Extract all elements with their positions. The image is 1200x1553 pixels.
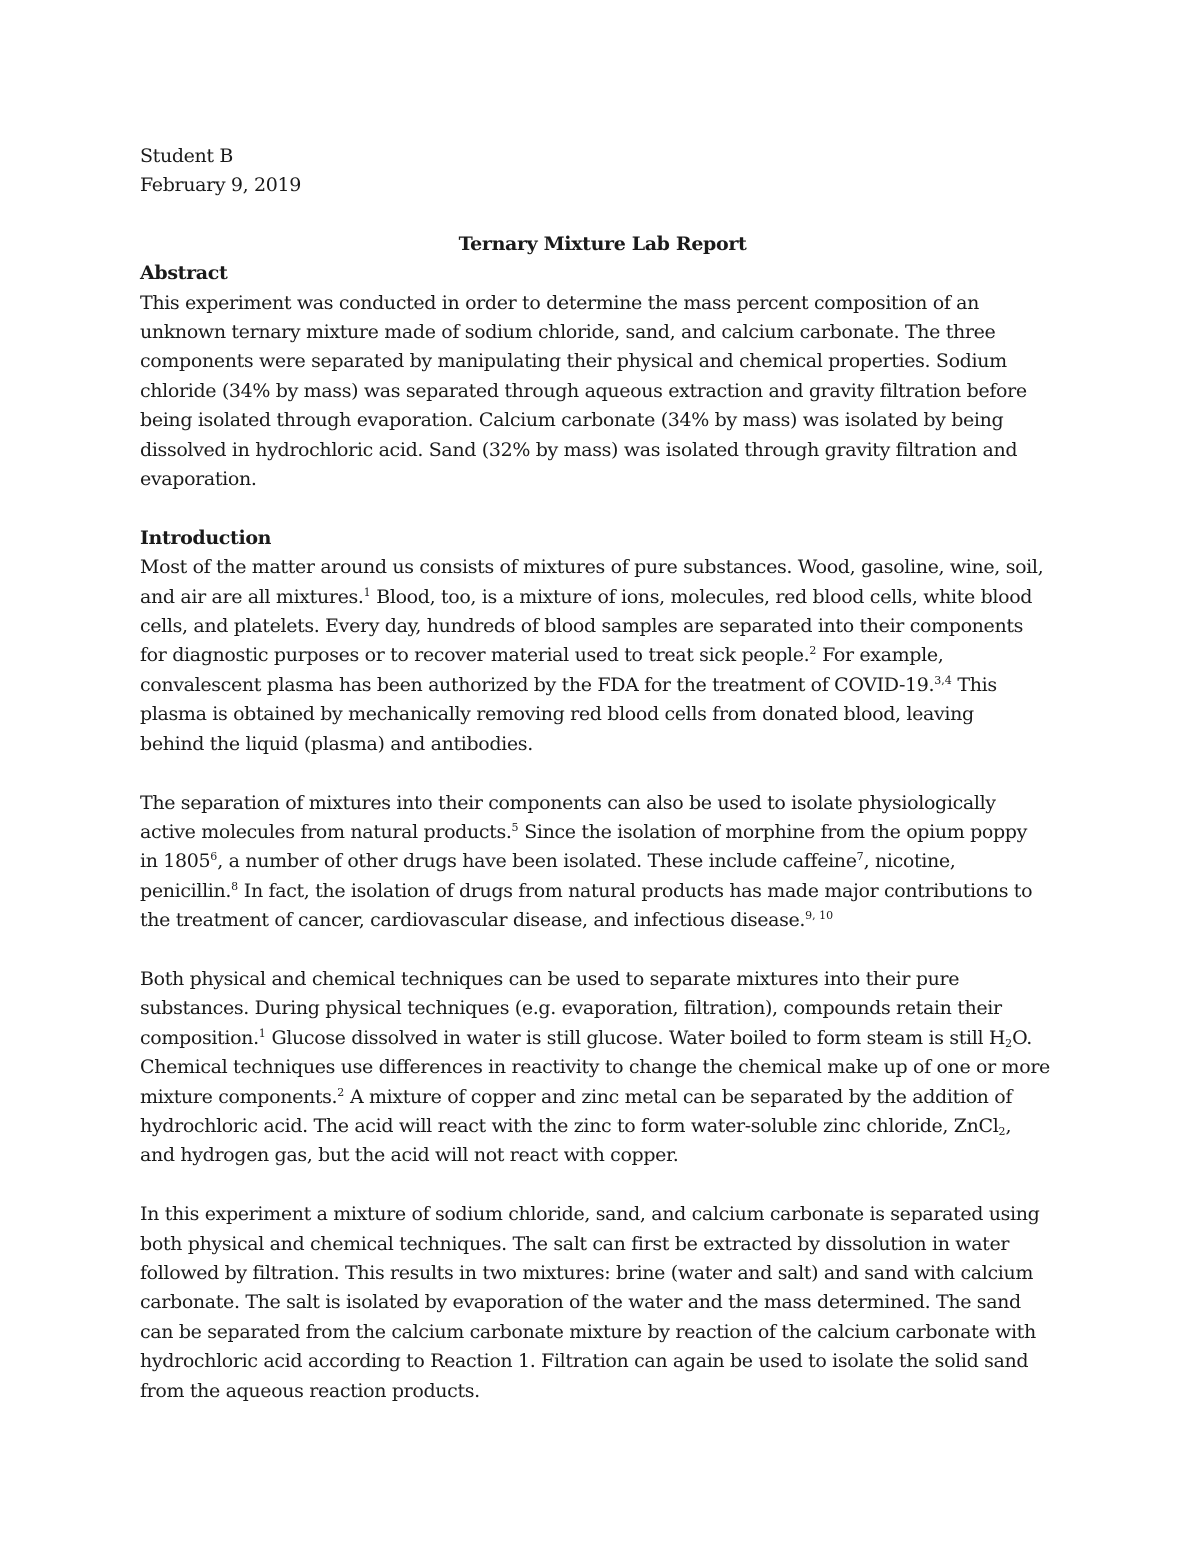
citation: 6 xyxy=(210,850,218,864)
text-line: The separation of mixtures into their components can also be used to isolate physiologically xyxy=(140,791,996,814)
abstract-heading: Abstract xyxy=(140,262,228,285)
text-line: cells, and platelets. Every day, hundreds of blood samples are separated into their components xyxy=(140,615,1024,638)
document-page xyxy=(140,142,1065,1406)
text-line: hydrochloric acid. The acid will react with the zinc to form water-soluble zinc chloride, ZnCl$_2$, xyxy=(140,1114,1012,1138)
citation: 2 xyxy=(809,644,817,658)
text-line: being isolated through evaporation. Calcium carbonate (34% by mass) was isolated by being xyxy=(140,409,1004,432)
text-line: evaporation. xyxy=(140,468,257,491)
citation: 2 xyxy=(337,1085,345,1099)
text-line: behind the liquid (plasma) and antibodies. xyxy=(140,732,533,755)
introduction-heading: Introduction xyxy=(140,526,272,549)
subscript: 2 xyxy=(998,1124,1006,1138)
text-line: for diagnostic purposes or to recover material used to treat sick people.$^2$ For example, xyxy=(140,644,944,667)
text-line: mixture components.$^2$ A mixture of copper and zinc metal can be separated by the addition of xyxy=(140,1085,1013,1108)
introduction-paragraph-2 xyxy=(140,789,1065,936)
report-title: Ternary Mixture Lab Report xyxy=(458,232,747,255)
text-line: This experiment was conducted in order to determine the mass percent composition of an xyxy=(140,291,980,314)
text-line: both physical and chemical techniques. The salt can first be extracted by dissolution in water xyxy=(140,1232,1010,1255)
text-line: Chemical techniques use differences in reactivity to change the chemical make up of one or more xyxy=(140,1056,1050,1079)
text-line: carbonate. The salt is isolated by evaporation of the water and the mass determined. The sand xyxy=(140,1291,1021,1314)
text-line: the treatment of cancer, cardiovascular disease, and infectious disease.$^{9, 10}$ xyxy=(140,909,834,932)
text-line: can be separated from the calcium carbonate mixture by reaction of the calcium carbonate with xyxy=(140,1320,1036,1343)
text-line: composition.$^1$ Glucose dissolved in water is still glucose. Water boiled to form steam is still $H_2O$. xyxy=(140,1026,1032,1050)
abstract-paragraph xyxy=(140,289,1065,495)
citation: 1 xyxy=(363,585,371,599)
citation: 1 xyxy=(258,1026,266,1040)
text-line: chloride (34% by mass) was separated through aqueous extraction and gravity filtration before xyxy=(140,379,1027,402)
text-line: dissolved in hydrochloric acid. Sand (32% by mass) was isolated through gravity filtration and xyxy=(140,438,1018,461)
text-line: in 1805$^6$, a number of other drugs have been isolated. These include caffeine$^7$, nicotine, xyxy=(140,850,956,873)
text-line: In this experiment a mixture of sodium chloride, sand, and calcium carbonate is separated using xyxy=(140,1203,1040,1226)
text-line: plasma is obtained by mechanically removing red blood cells from donated blood, leaving xyxy=(140,703,974,726)
text-line: and hydrogen gas, but the acid will not react with copper. xyxy=(140,1144,679,1167)
text-line: Both physical and chemical techniques can be used to separate mixtures into their pure xyxy=(140,967,960,990)
citation: 5 xyxy=(511,820,519,834)
text-line: hydrochloric acid according to Reaction 1. Filtration can again be used to isolate the solid sand xyxy=(140,1350,1029,1373)
text-line: and air are all mixtures.$^1$ Blood, too, is a mixture of ions, molecules, red blood cells, white blood xyxy=(140,585,1033,608)
subscript: 2 xyxy=(1005,1036,1013,1050)
text-line: substances. During physical techniques (e.g. evaporation, filtration), compounds retain their xyxy=(140,997,1002,1020)
report-date: February 9, 2019 xyxy=(140,174,301,197)
text-line: convalescent plasma has been authorized by the FDA for the treatment of COVID-19.$^{3,4}$ This xyxy=(140,673,997,696)
citation: 3,4 xyxy=(934,673,952,687)
text-line: penicillin.$^8$ In fact, the isolation of drugs from natural products has made major contributions to xyxy=(140,879,1033,902)
text-line: components were separated by manipulating their physical and chemical properties. Sodium xyxy=(140,350,1007,373)
introduction-paragraph-4 xyxy=(140,1200,1065,1406)
text-line: from the aqueous reaction products. xyxy=(140,1379,480,1402)
text-line: Most of the matter around us consists of mixtures of pure substances. Wood, gasoline, wine, soil, xyxy=(140,556,1044,579)
introduction-paragraph-3 xyxy=(140,965,1065,1171)
text-line: unknown ternary mixture made of sodium chloride, sand, and calcium carbonate. The three xyxy=(140,321,996,344)
citation: 8 xyxy=(231,879,239,893)
citation: 7 xyxy=(856,850,864,864)
introduction-paragraph-1 xyxy=(140,553,1065,759)
text-line: followed by filtration. This results in two mixtures: brine (water and salt) and sand with calcium xyxy=(140,1261,1034,1284)
citation: 9, 10 xyxy=(805,909,834,923)
author-name: Student B xyxy=(140,145,234,167)
text-line: active molecules from natural products.$^5$ Since the isolation of morphine from the opium poppy xyxy=(140,820,1027,843)
